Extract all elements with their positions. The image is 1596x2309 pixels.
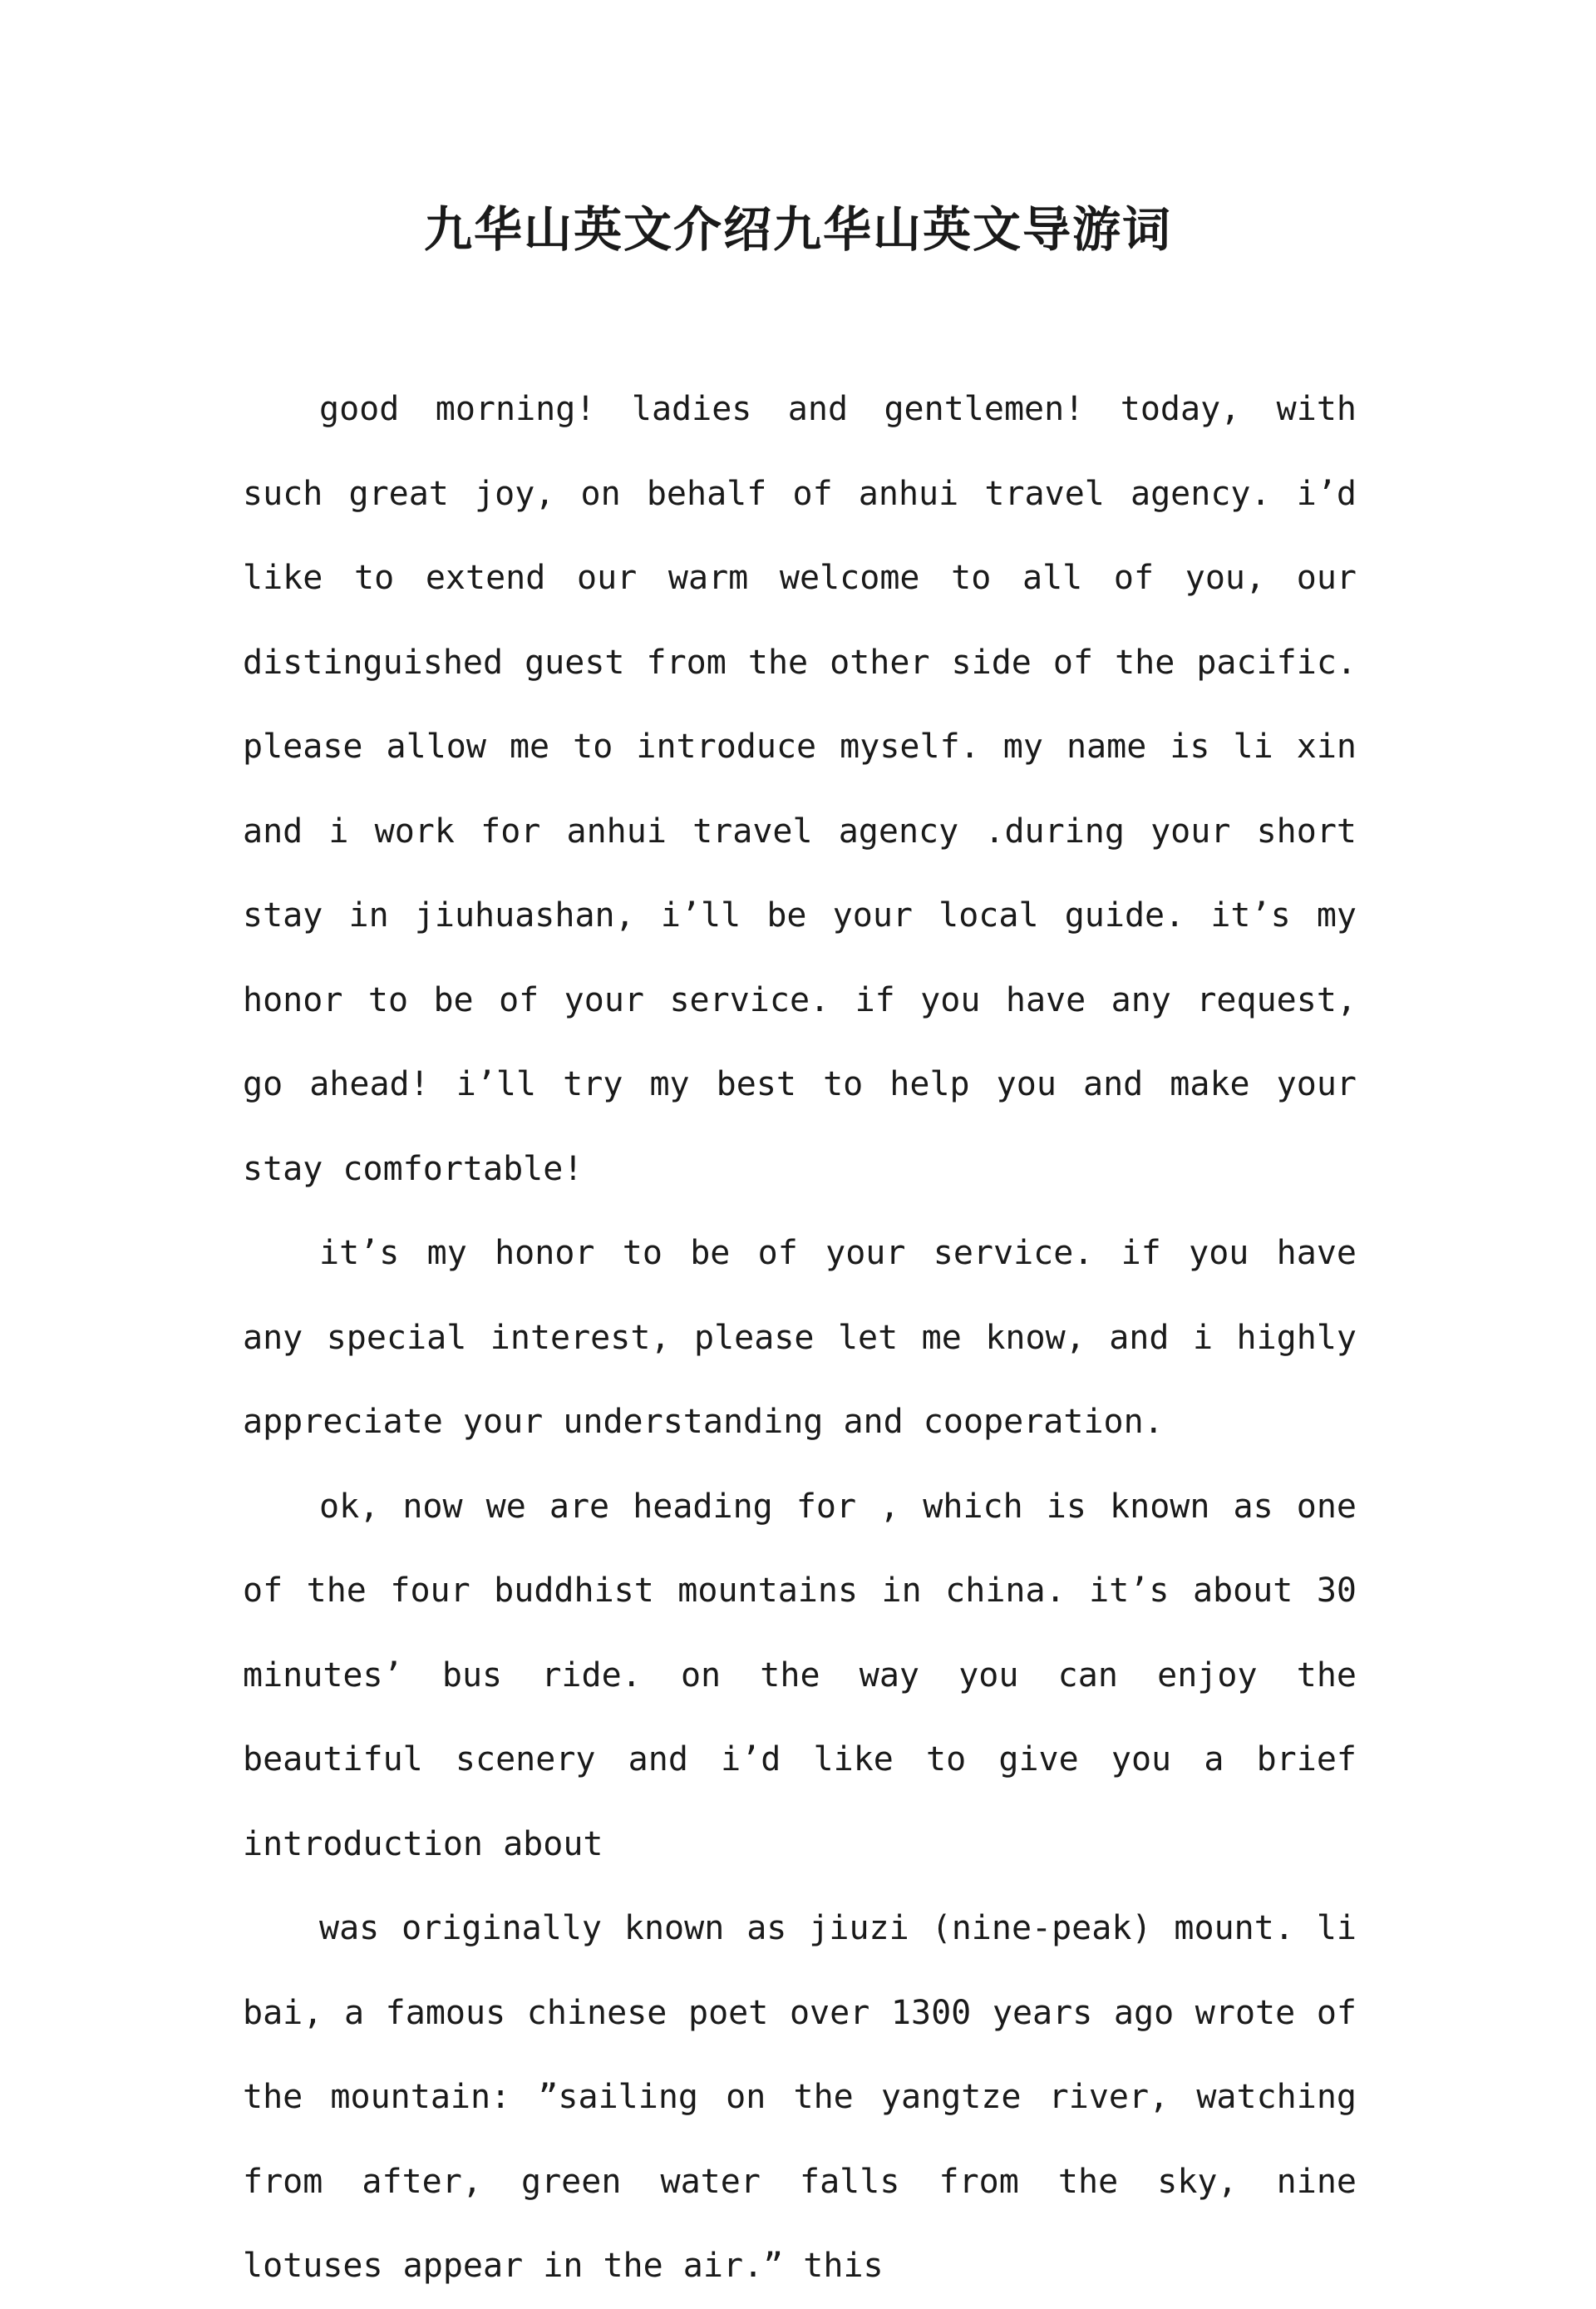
paragraph-heading-for: ok, now we are heading for , which is known as one of the four buddhist mountains in china. it’s about 30 minutes’ bus ride. on the way you can enjoy the beautiful scenery and i’d like to give you a brief introduction about [243,1487,1357,1863]
document-title: 九华山英文介绍九华山英文导游词 [423,201,1172,258]
document-body [243,368,1357,2309]
paragraph-service: it’s my honor to be of your service. if you have any special interest, please let me know, and i highly appreciate your understanding and cooperation. [243,1234,1357,1441]
paragraph-history: was originally known as jiuzi (nine-peak) mount. li bai, a famous chinese poet over 1300 years ago wrote of the mountain: ”sailing on the yangtze river, watching from after, green water falls from the sky, nine lotuses appear in the air.” this [243,1909,1357,2285]
paragraph-welcome: good morning! ladies and gentlemen! today, with such great joy, on behalf of anhui travel agency. i’d like to extend our warm welcome to all of you, our distinguished guest from the other side of the pacific. please allow me to introduce myself. my name is li xin and i work for anhui travel agency .during your short stay in jiuhuashan, i’ll be your local guide. it’s my honor to be of your service. if you have any request, go ahead! i’ll try my best to help you and make your stay comfortable! [243,390,1357,1188]
